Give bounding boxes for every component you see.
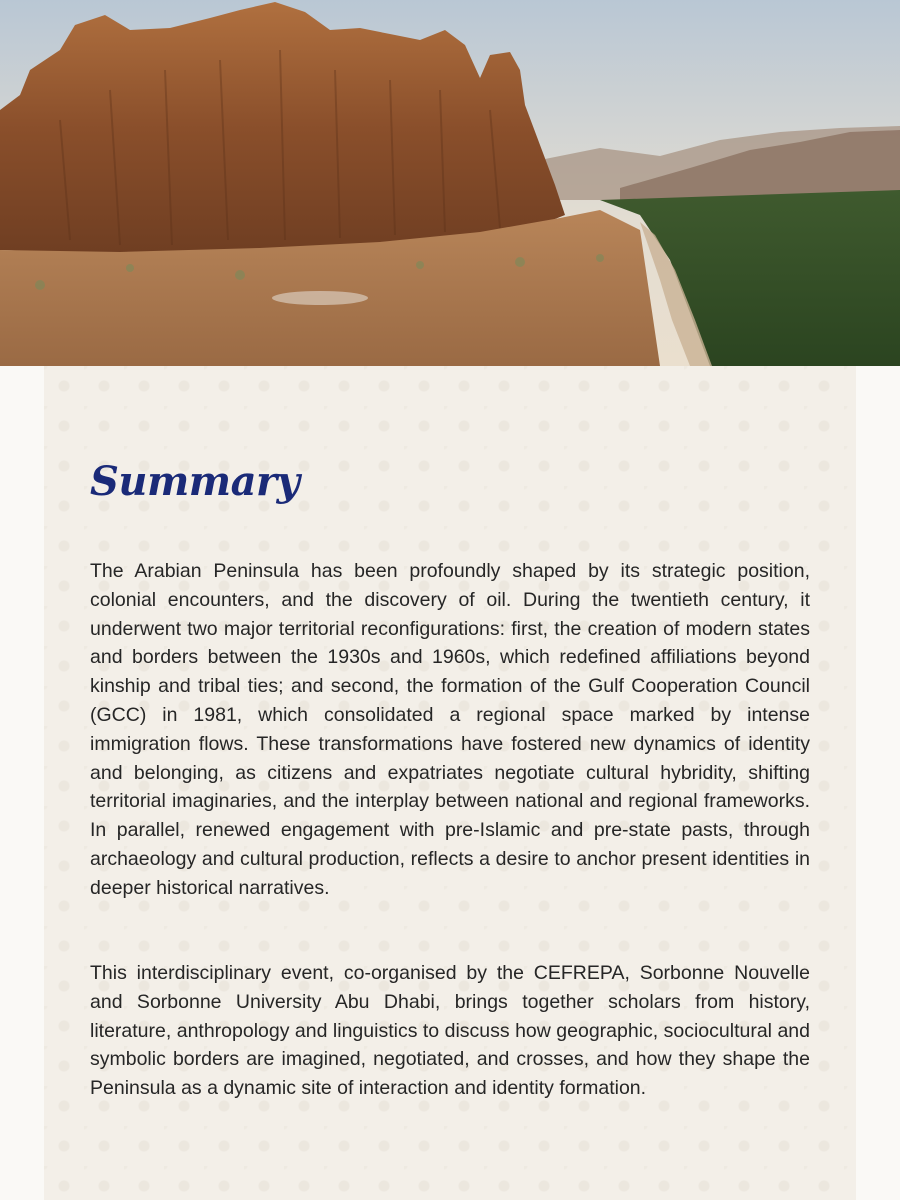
summary-paragraph-2: This interdisciplinary event, co-organised by the CEFREPA, Sorbonne Nouvelle and Sorbonne University Abu Dhabi, brings together scholars from history, literature, anthropology and linguistics to discuss how geographic, sociocultural and symbolic borders are imagined, negotiated, and crosses, and how they shape the Peninsula as a dynamic site of interaction and identity formation. <box>90 962 810 1100</box>
page-margin-left <box>0 366 44 1200</box>
summary-paragraph-1: The Arabian Peninsula has been profoundly shaped by its strategic position, colonial encounters, and the discovery of oil. During the twentieth century, it underwent two major territorial reconfigurations: first, the creation of modern states and borders between the 1930s and 1960s, which redefined affiliations beyond kinship and tribal ties; and second, the formation of the Gulf Cooperation Council (GCC) in 1981, which consolidated a regional space marked by intense immigration flows. These transformations have fostered new dynamics of identity and belonging, as citizens and expatriates negotiate cultural hybridity, shifting territorial imaginaries, and the interplay between national and regional frameworks. In parallel, renewed engagement with pre-Islamic and pre-state pasts, through archaeology and cultural production, reflects a desire to anchor present identities in deeper historical narratives. <box>90 560 810 899</box>
summary-title: Summary <box>90 458 300 505</box>
page-margin-right <box>856 366 900 1200</box>
desert-canyon-photo <box>0 0 900 366</box>
hero-photo <box>0 0 900 366</box>
